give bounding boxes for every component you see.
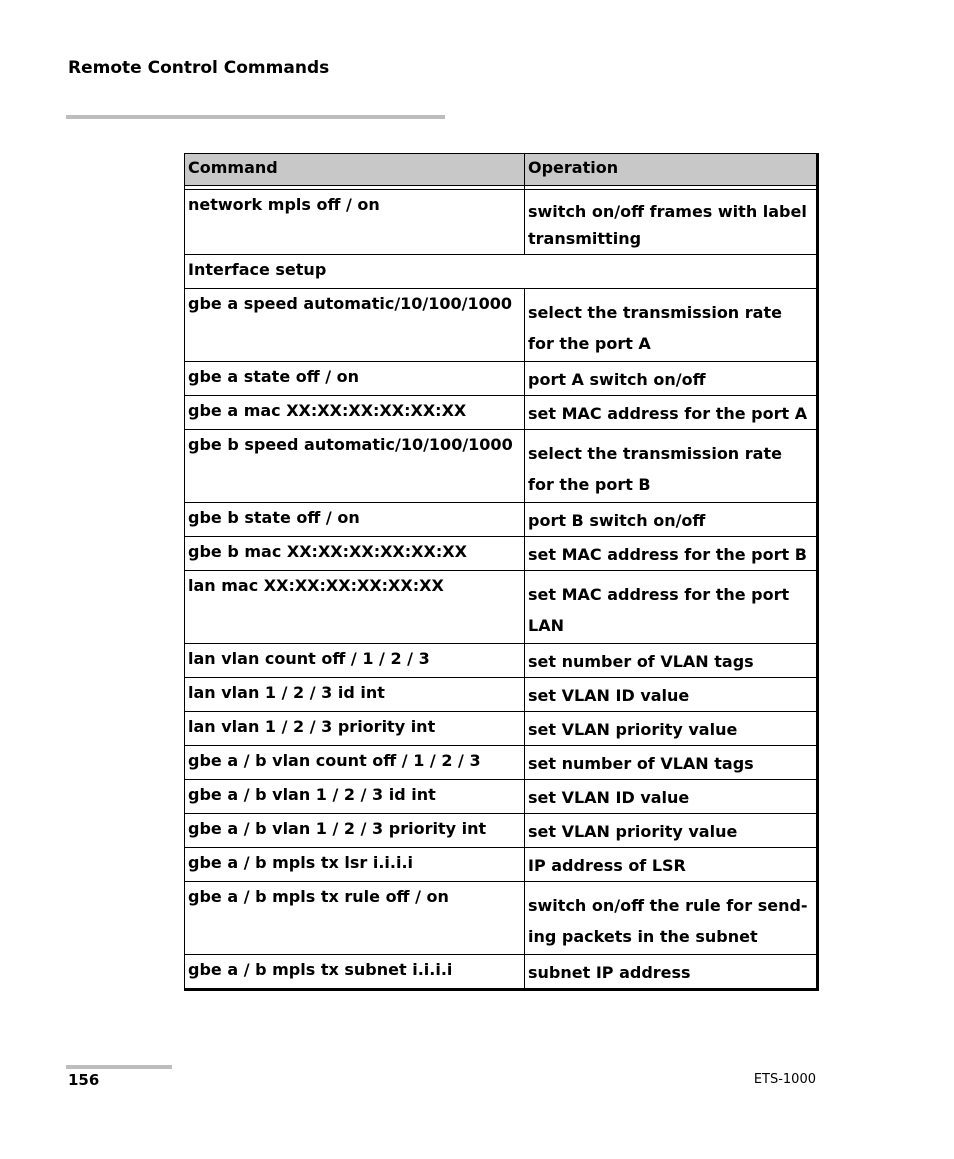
table-row (185, 396, 818, 430)
operation-cell: set number of VLAN tags (525, 644, 818, 678)
operation-cell: set VLAN priority value (525, 814, 818, 848)
table-row (185, 848, 818, 882)
table-row (185, 712, 818, 746)
operation-cell: set VLAN ID value (525, 678, 818, 712)
operation-cell: switch on/off frames with label transmitting (525, 190, 818, 255)
operation-cell: IP address of LSR (525, 848, 818, 882)
operation-cell: subnet IP address (525, 955, 818, 990)
command-cell: gbe a speed automatic/10/100/1000 (185, 289, 525, 362)
document-id: ETS-1000 (753, 1072, 816, 1087)
footer-rule (66, 1065, 172, 1069)
table-row (185, 644, 818, 678)
command-cell: gbe a / b vlan 1 / 2 / 3 id int (185, 780, 525, 814)
section-label: Interface setup (185, 255, 818, 289)
table-row (185, 289, 818, 362)
command-cell: lan mac XX:XX:XX:XX:XX:XX (185, 571, 525, 644)
command-cell: gbe b mac XX:XX:XX:XX:XX:XX (185, 537, 525, 571)
operation-cell: port A switch on/off (525, 362, 818, 396)
table-row (185, 882, 818, 955)
command-cell: lan vlan 1 / 2 / 3 id int (185, 678, 525, 712)
command-table (184, 153, 819, 991)
page-number: 156 (68, 1071, 100, 1089)
table-row (185, 955, 818, 990)
table-row (185, 430, 818, 503)
command-cell: gbe a / b mpls tx lsr i.i.i.i (185, 848, 525, 882)
command-cell: gbe a state off / on (185, 362, 525, 396)
table-section-row (185, 255, 818, 289)
operation-cell: switch on/off the rule for send-ing packets in the subnet (525, 882, 818, 955)
operation-cell: set VLAN priority value (525, 712, 818, 746)
table-row (185, 190, 818, 255)
table-row (185, 678, 818, 712)
operation-cell: set VLAN ID value (525, 780, 818, 814)
operation-cell: select the transmission rate for the port B (525, 430, 818, 503)
table-header-row (185, 154, 818, 186)
operation-cell: set number of VLAN tags (525, 746, 818, 780)
operation-cell: set MAC address for the port B (525, 537, 818, 571)
command-cell: gbe a mac XX:XX:XX:XX:XX:XX (185, 396, 525, 430)
table-row (185, 503, 818, 537)
operation-cell: port B switch on/off (525, 503, 818, 537)
command-cell: network mpls off / on (185, 190, 525, 255)
operation-cell: set MAC address for the port LAN (525, 571, 818, 644)
column-header-operation: Operation (525, 154, 818, 186)
command-cell: gbe a / b mpls tx subnet i.i.i.i (185, 955, 525, 990)
table-row (185, 362, 818, 396)
table-row (185, 571, 818, 644)
command-cell: gbe b state off / on (185, 503, 525, 537)
command-cell: gbe a / b vlan 1 / 2 / 3 priority int (185, 814, 525, 848)
table-row (185, 537, 818, 571)
command-cell: gbe a / b mpls tx rule off / on (185, 882, 525, 955)
command-table-wrapper (184, 153, 820, 991)
section-title: Remote Control Commands (68, 58, 330, 78)
command-cell: gbe a / b vlan count off / 1 / 2 / 3 (185, 746, 525, 780)
table-row (185, 780, 818, 814)
command-cell: gbe b speed automatic/10/100/1000 (185, 430, 525, 503)
command-cell: lan vlan count off / 1 / 2 / 3 (185, 644, 525, 678)
operation-cell: select the transmission rate for the port A (525, 289, 818, 362)
column-header-command: Command (185, 154, 525, 186)
header-rule (66, 115, 445, 119)
table-row (185, 746, 818, 780)
table-body (185, 186, 818, 990)
operation-cell: set MAC address for the port A (525, 396, 818, 430)
command-cell: lan vlan 1 / 2 / 3 priority int (185, 712, 525, 746)
table-row (185, 814, 818, 848)
